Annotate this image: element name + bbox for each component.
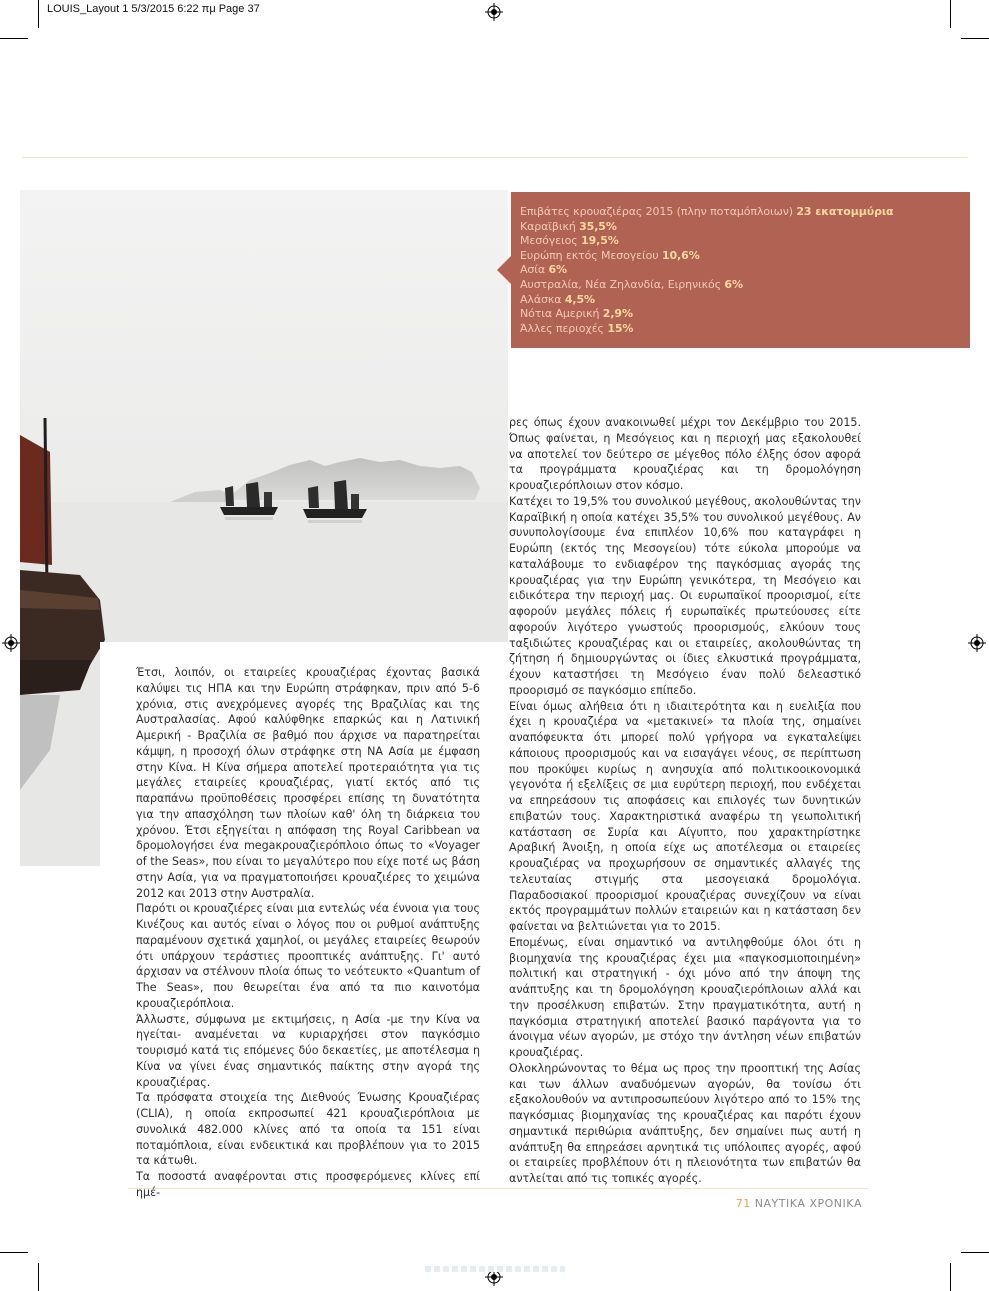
stats-line: Καραϊβική 35,5% <box>520 219 617 233</box>
paragraph: Επομένως, είναι σημαντικό να αντιληφθούμε όλοι ότι η βιομηχανία της κρουαζιέρας έχει μια «παγκοσμιοποιημένη» πολιτική και στρατηγική - όχι μόνο από την άποψη της ανάπτυξης και τη δρομολόγηση κρουαζιερόπλοιων αλλά και την προσέλκυση επιβατών. Στην πραγματικότητα, αυτή η παγκόσμια στρατηγική αποτελεί βασικό παράγοντα για το άνοιγμα νέων αγορών, με στόχο την άντληση νέων επιβατών κρουαζιέρας. <box>509 935 861 1059</box>
paragraph: Ολοκληρώνοντας το θέμα ως προς την προοπτική της Ασίας και των άλλων αναδυόμενων αγορών, θα τονίσω ότι εξακολουθούν να αντιπροσωπεύουν λιγότερο από το 15% της παγκόσμιας βιομηχανίας της κρουαζιέρας και παρότι έχουν σημαντικά περιθώρια ανάπτυξης, δεν σημαίνει πως αυτή η ανάπτυξη θα επηρεάσει αρνητικά τις υπόλοιπες αγορές, αφού οι εταιρείες προβλέπουν ότι η πλειονότητα των επιβατών θα αντλείται από τις τοπικές αγορές. <box>509 1061 861 1185</box>
sidebar-pointer <box>497 256 511 284</box>
crop-mark <box>0 1252 28 1253</box>
stats-line: Αλάσκα 4,5% <box>520 292 595 306</box>
crop-mark <box>38 1263 39 1291</box>
registration-mark-icon <box>485 3 503 21</box>
crop-mark <box>950 1263 951 1291</box>
top-rule <box>22 157 968 158</box>
stats-line: Άλλες περιοχές 15% <box>520 321 634 335</box>
article-column-right <box>509 415 861 1187</box>
paragraph: Τα πρόσφατα στοιχεία της Διεθνούς Ένωσης Κρουαζιέρας (CLIA), η οποία εκπροσωπεί 421 κρουαζιερόπλοια με συνολικά 482.000 κλίνες από τα οποία τα 151 είναι ποταμόπλοια, είναι ενδεικτικά και προβλέπουν για το 2015 τα κάτωθι. <box>136 1091 480 1168</box>
crop-mark <box>38 0 39 28</box>
print-slug: LOUIS_Layout 1 5/3/2015 6:22 πμ Page 37 <box>47 3 260 15</box>
crop-mark <box>961 1252 989 1253</box>
publication-name: ΝΑΥΤΙΚΑ ΧΡΟΝΙΚΑ <box>754 1197 862 1210</box>
bleed-ghost-text <box>425 1266 565 1272</box>
registration-mark-icon <box>968 634 986 652</box>
paragraph: Έτσι, λοιπόν, οι εταιρείες κρουαζιέρας έχοντας βασικά καλύψει τις ΗΠΑ και την Ευρώπη στράφηκαν, πριν από 5-6 χρόνια, στις ανεχρόμενες αγορές της Βραζιλίας και της Αυστραλασίας. Αφού καλύφθηκε επαρκώς και η Λατινική Αμερική - Βραζιλία σε βαθμό που άρχισε να παρατηρείται κάμψη, η προσοχή όλων στράφηκε στη ΝΑ Ασία με έμφαση στην Κίνα. Η Κίνα σήμερα αποτελεί προτεραιότητα για τις μεγάλες εταιρείες κρουαζιέρας, γιατί εκτός από τις παραπάνω προϋποθέσεις προσφέρει επίσης τη δυνατότητα για την απασχόληση των πλοίων καθ' όλη τη διάρκεια του χρόνου. Έτσι εξηγείται η απόφαση της Royal Caribbean να δρομολογήσει ένα megaκρουαζιερόπλοιο όπως το «Voyager of the Seas», που είναι το μεγαλύτερο που είχε ποτέ ως βάση στην Ασία, για να πραγματοποιήσει κρουαζιέρες το χειμώνα 2012 και 2013 στην Αυστραλία. <box>136 666 480 900</box>
stats-line: Ευρώπη εκτός Μεσογείου 10,6% <box>520 248 700 262</box>
stats-line: Μεσόγειος 19,5% <box>520 234 619 248</box>
paragraph: ρες όπως έχουν ανακοινωθεί μέχρι τον Δεκέμβριο του 2015. Όπως φαίνεται, η Μεσόγειος και η περιοχή μας εξακολουθεί να αποτελεί τον δεύτερο σε μέγεθος πόλο έλξης όσον αφορά τα προγράμματα κρουαζιέρας και τη δρομολόγηση κρουαζιερόπλοιων στον κόσμο. <box>509 416 861 492</box>
page-number: 71 <box>735 1197 751 1210</box>
article-column-left <box>136 665 480 1201</box>
stats-line: Νότια Αμερική 2,9% <box>520 307 633 321</box>
crop-mark <box>961 38 989 39</box>
stats-line: Ασία 6% <box>520 263 567 277</box>
registration-mark-icon <box>2 634 20 652</box>
crop-mark <box>950 0 951 28</box>
paragraph: Άλλωστε, σύμφωνα με εκτιμήσεις, η Ασία -με την Κίνα να ηγείται- αναμένεται να κυριαρχήσει στον παγκόσμιο τουρισμό κατά τις επόμενες δύο δεκαετίες, με αποτέλεσμα η Κίνα να γίνει ένας σημαντικός παίκτης στην αγορά της κρουαζιέρας. <box>136 1012 480 1089</box>
paragraph: Παρότι οι κρουαζιέρες είναι μια εντελώς νέα έννοια για τους Κινέζους και αυτός είναι ο λόγος που οι ρυθμοί ανάπτυξης παραμένουν σχετικά χαμηλοί, οι μεγάλες εταιρείες θεωρούν ότι υπάρχουν τεράστιες προοπτικές ανάπτυξης. Γι' αυτό άρχισαν να στέλνουν πλοία όπως το νεότευκτο «Quantum of The Seas», που θεωρείται ένα από τα πιο καινοτόμα κρουαζιερόπλοια. <box>136 902 480 1010</box>
stats-line: Επιβάτες κρουαζιέρας 2015 (πλην ποταμόπλοιων) 23 εκατομμύρια <box>520 205 894 218</box>
paragraph: Τα ποσοστά αναφέρονται στις προσφερόμενες κλίνες επί ημέ- <box>136 1170 480 1199</box>
stats-line: Αυστραλία, Νέα Ζηλανδία, Ειρηνικός 6% <box>520 277 743 291</box>
stats-list <box>520 205 960 336</box>
page-folio <box>736 1197 862 1210</box>
crop-mark <box>0 38 28 39</box>
paragraph: Είναι όμως αλήθεια ότι η ιδιαιτερότητα και η ευελιξία που έχει η κρουαζιέρα να «μετακινεί» τα πλοία της, σημαίνει αναπόφευκτα ότι μπορεί πολύ γρήγορα να εγκαταλείψει κάποιους προορισμούς και να εισαγάγει νέους, σε περίπτωση που προκύψει κυρίως η ανησυχία από πολιτικοοικονομικά γεγονότα ή εξελίξεις σε μια ευρύτερη περιοχή, που ενδέχεται να επηρεάσουν τις αποφάσεις και επιλογές των δυνητικών επιβατών τους. Χαρακτηριστικά αναφέρω τη γεωπολιτική κατάσταση σε Συρία και Αίγυπτο, που χαρακτηρίστηκε Αραβική Άνοιξη, η οποία είχε ως αποτέλεσμα οι εταιρείες κρουαζιέρας να προχωρήσουν σε σημαντικές αλλαγές της τελευταίας στιγμής στα μεσογειακά δρομολόγια. Παραδοσιακοί προορισμοί κρουαζιέρας συνεχίζουν να είναι εκτός προγραμμάτων πολλών εταιρειών και η κατάσταση δεν φαίνεται να βελτιώνεται για το 2015. <box>509 699 861 933</box>
paragraph: Κατέχει το 19,5% του συνολικού μεγέθους, ακολουθώντας την Καραϊβική η οποία κατέχει 35,5% του συνολικού μεγέθους. Αν συνυπολογίσουμε ένα επιπλέον 10,6% που καταγράφει η Ευρώπη (εκτός της Μεσογείου) τότε εύκολα μπορούμε να καταλάβουμε το ενδιαφέρον της παγκόσμιας αγοράς της κρουαζιέρας για την Ευρώπη γενικότερα, τη Μεσόγειο και ειδικότερα την περιοχή μας. Οι ευρωπαϊκοί προορισμοί, είτε αφορούν μεγάλες πόλεις ή ευρωπαϊκές πρωτεύουσες είτε αφορούν λιγότερο γνωστούς προορισμούς, ελκύουν τους ταξιδιώτες κρουαζιέρας και οι εταιρείες, ακολουθώντας τη ζήτηση ή δημιουργώντας οι ίδιες ελκυστικά προγράμματα, έχουν καταστήσει τη Μεσόγειο έναν πολύ δελεαστικό προορισμό σε παγκόσμιο επίπεδο. <box>509 494 861 697</box>
